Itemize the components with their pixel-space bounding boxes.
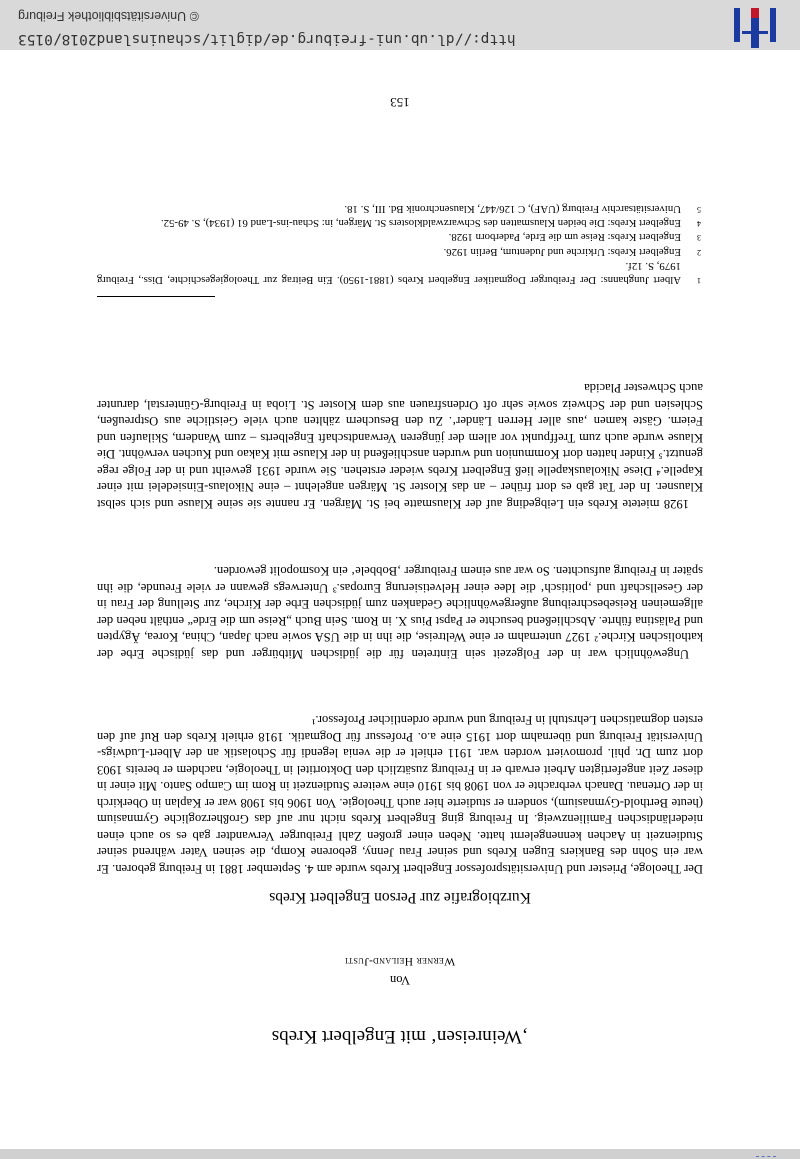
footnote-number: 4: [697, 219, 701, 229]
article-title: ‚Weinreisen‘ mit Engelbert Krebs: [271, 1026, 529, 1047]
document-url-link[interactable]: http://dl.ub.uni-freiburg.de/diglit/schauinsland2018/0153: [18, 31, 516, 47]
footnotes: [97, 202, 703, 287]
footnote-item: [97, 259, 703, 287]
footnote-item: [97, 202, 703, 216]
footnote-text: Engelbert Krebs: Die beiden Klausmatten des Schwarzwaldklosters St. Märgen, in: Schau-ins-Land 61 (1934), S. 49-52.: [160, 217, 681, 230]
bottom-toolbar: [0, 1149, 800, 1159]
footnote-number: 5: [697, 204, 701, 214]
footnote-number: 1: [697, 276, 701, 285]
footnote-divider: [97, 296, 215, 297]
copyright-notice: © Universitätsbibliothek Freiburg: [18, 9, 199, 23]
paragraph-1: Der Theologe, Priester und Universitätsprofessor Engelbert Krebs wurde am 4. September 1881 in Freiburg geboren. Er war ein Sohn des Bankiers Eugen Krebs und seiner Frau Jenny, geborene Komp, die seinen Vater während seiner Studienzeit in Aachen kennengelernt hatte. Neben einer großen Zahl Freiburger Verwandter gab es so auch einen niederländischen Familienzweig. In Freiburg ging Engelbert Krebs nicht nur auf das Großherzogliche Gymnasium (heute Berthold-Gymnasium), sondern er studierte hier auch Theologie. Von 1906 bis 1908 war er Kaplan in Oberkirch in der Ortenau. Danach verbrachte er von 1908 bis 1910 eine weitere Studienzeit in Rom im Campo Santo. Mit einer in dieser Zeit angefertigten Arbeit erwarb er in Freiburg zusätzlich den Doktortitel in Theologie, nachdem er bereits 1903 dort zum Dr. phil. promoviert worden war. 1911 erhielt er die venia legendi für Scholastik an der Albert-Ludwigs-Universität Freiburg und übernahm dort 1915 eine a.o. Professur für Dogmatik. 1918 erhielt Krebs den Ruf auf den ersten dogmatischen Lehrstuhl in Freiburg und wurde ordentlicher Professor.¹: [97, 713, 703, 876]
author-prefix: Von: [390, 973, 410, 987]
footnote-number: 2: [697, 247, 701, 257]
footnote-text: Engelbert Krebs: Urkirche und Judentum, Berlin 1926.: [443, 245, 681, 258]
page-number: 153: [390, 95, 410, 110]
footnote-item: [97, 244, 703, 258]
section-title: Kurzbiografie zur Person Engelbert Krebs: [269, 889, 531, 906]
footnote-text: Engelbert Krebs: Reise um die Erde, Paderborn 1928.: [448, 231, 681, 244]
author-name: Werner Heiland-Justi: [344, 955, 456, 967]
footnote-item: [97, 230, 703, 244]
paragraph-2: Ungewöhnlich war in der Folgezeit sein Eintreten für die jüdischen Mitbürger und das jüdische Erbe der katholischen Kirche.² 1927 unternahm er eine Weltreise, die ihn in die USA sowie nach Japan, China, Korea, Ägypten und Palästina führte. Abschließend besuchte er Papst Pius X. in Rom. Sein Buch „Reise um die Erde“ enthält neben der allgemeinen Reisebeschreibung außergewöhnliche Gedanken zum jüdischen Erbe der Kirche, zur Stellung der Frau in der Gesellschaft und ‚politisch‘ die Idee einer Helvetisierung Europas.³ Unterwegs gewann er viele Freunde, die ihn später in Freiburg aufsuchten. So war aus einem Freiburger ‚Bobbele‘ ein Kosmopolit geworden.: [97, 564, 703, 661]
library-header-bar: [0, 0, 800, 50]
paragraph-3: 1928 mietete Krebs ein Leibgeding auf der Klausmatte bei St. Märgen. Er nannte sie seine Klause und sich selbst Klausner. In der Tat gab es dort früher – an das Kloster St. Märgen angelehnt – eine Nikolaus-Einsiedelei mit einer Kapelle.⁴ Diese Nikolauskapelle ließ Engelbert Krebs wieder erstehen. Sie wurde 1931 geweiht und in der Folge rege genutzt.⁵ Kinder hatten dort Kommunion und wurden anschließend in der Klause mit Kakao und Kuchen verwöhnt. Die Klause wurde auch zum Treffpunkt vor allem der jüngeren Verwandtschaft Engelberts – zum Wandern, Skilaufen und Feiern. Gäste kamen ‚aus aller Herren Länder‘. Zu den Besuchern zählten auch viele Geistliche aus Ostpreußen, Schlesien und der Schweiz sowie sehr oft Ordensfrauen aus dem Kloster St. Lioba in Freiburg-Günterstal, darunter auch Schwester Placida: [97, 381, 703, 511]
scroll-marker-icon: [756, 1153, 776, 1157]
footnote-text: Universitätsarchiv Freiburg (UAF), C 126/447, Klausenchronik Bd. III, S. 18.: [344, 202, 681, 215]
university-library-logo-icon: [732, 6, 778, 48]
footnote-text: Albert Junghanns: Der Freiburger Dogmatiker Engelbert Krebs (1881-1950). Ein Beitrag zur Theologiegeschichte, Diss., Freiburg 1979, S. 12f.: [97, 259, 681, 286]
footnote-item: [97, 216, 703, 230]
footnote-number: 3: [697, 233, 701, 243]
